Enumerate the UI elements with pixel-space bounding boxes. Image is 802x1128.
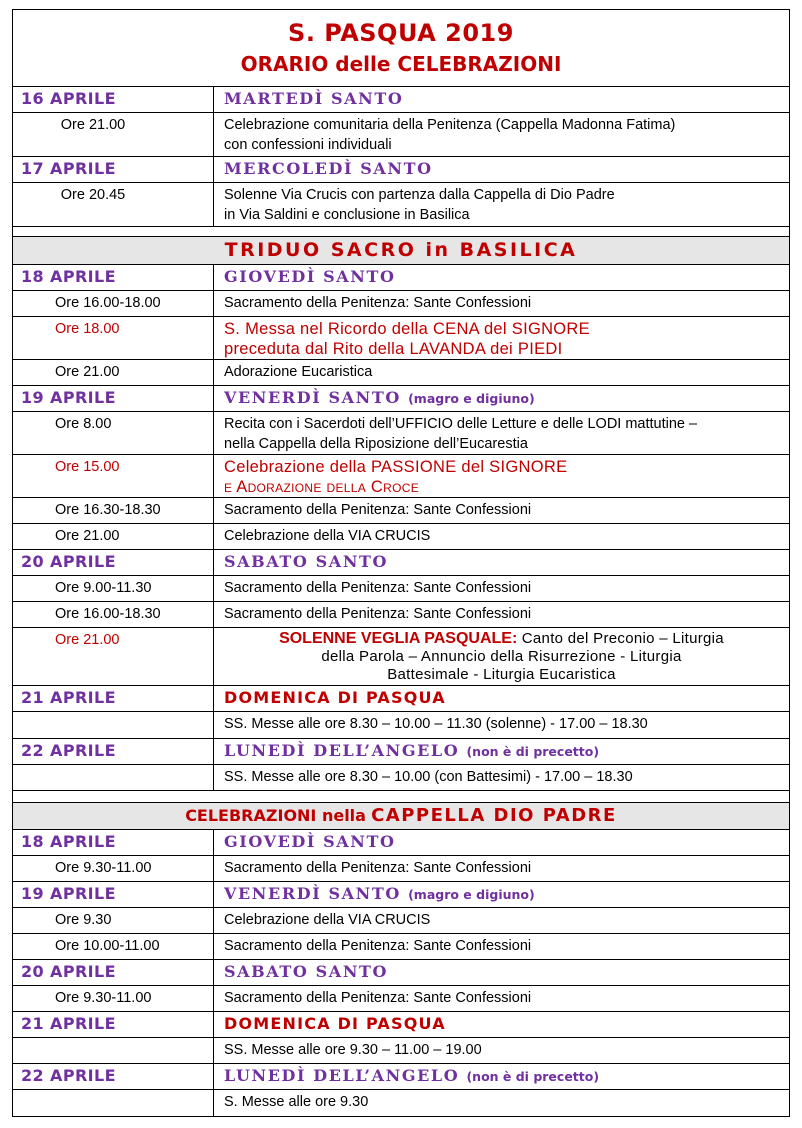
- day-date: 18 APRILE: [13, 830, 214, 856]
- event-time: Ore 15.00: [13, 455, 214, 498]
- event-time: Ore 9.30-11.00: [13, 986, 214, 1012]
- event-row: [13, 1090, 789, 1116]
- event-row: [13, 113, 789, 157]
- schedule-table: [13, 87, 789, 1116]
- event-row: [13, 412, 789, 455]
- day-date: 16 APRILE: [13, 87, 214, 113]
- event-time: Ore 18.00: [13, 317, 214, 360]
- event-text: Sacramento della Penitenza: Sante Confessioni: [214, 986, 790, 1012]
- day-name: SABATO SANTO: [214, 960, 790, 986]
- day-note: (non è di precetto): [466, 744, 600, 759]
- day-name: [214, 739, 790, 765]
- day-row: [13, 1012, 789, 1038]
- schedule-sheet: [12, 9, 790, 1117]
- page-subtitle: ORARIO delle CELEBRAZIONI: [240, 52, 562, 76]
- spacer: [13, 227, 789, 237]
- event-row: [13, 498, 789, 524]
- event-time: Ore 9.30-11.00: [13, 856, 214, 882]
- cappella-heading-part2: CAPPELLA DIO PADRE: [371, 805, 617, 826]
- event-text-line: Solenne Via Crucis con partenza dalla Cappella di Dio Padre: [224, 187, 615, 203]
- event-text-part: Canto del Preconio – Liturgia: [521, 630, 724, 647]
- event-text: Sacramento della Penitenza: Sante Confessioni: [214, 291, 790, 317]
- event-text: Adorazione Eucaristica: [214, 360, 790, 386]
- day-date: 18 APRILE: [13, 265, 214, 291]
- day-note: (non è di precetto): [466, 1069, 600, 1084]
- event-time: [13, 1038, 214, 1064]
- event-time: [13, 1090, 214, 1116]
- event-text: [214, 628, 790, 686]
- event-text: S. Messe alle ore 9.30: [214, 1090, 790, 1116]
- event-text-line: con confessioni individuali: [224, 137, 392, 153]
- section-band: [13, 237, 789, 265]
- day-name: MERCOLEDÌ SANTO: [214, 157, 790, 183]
- day-date: 22 APRILE: [13, 739, 214, 765]
- vigil-title: SOLENNE VEGLIA PASQUALE:: [279, 630, 518, 647]
- day-name: MARTEDÌ SANTO: [224, 89, 404, 108]
- event-text: [214, 113, 790, 157]
- event-text: Sacramento della Penitenza: Sante Confessioni: [214, 856, 790, 882]
- day-row: [13, 739, 789, 765]
- day-note: (magro e digiuno): [408, 391, 535, 406]
- event-row: [13, 908, 789, 934]
- event-text-line: Battesimale - Liturgia Eucaristica: [387, 666, 616, 683]
- day-row: [13, 960, 789, 986]
- event-time: Ore 20.45: [13, 183, 214, 227]
- event-row: [13, 712, 789, 739]
- event-row: [13, 576, 789, 602]
- event-text-line: in Via Saldini e conclusione in Basilica: [224, 207, 470, 223]
- day-row: [13, 265, 789, 291]
- day-row: [13, 830, 789, 856]
- event-time: Ore 16.30-18.30: [13, 498, 214, 524]
- event-text: Sacramento della Penitenza: Sante Confessioni: [214, 498, 790, 524]
- event-time: Ore 21.00: [13, 524, 214, 550]
- event-text: SS. Messe alle ore 8.30 – 10.00 – 11.30 (solenne) - 17.00 – 18.30: [214, 712, 790, 739]
- event-time: Ore 21.00: [13, 113, 214, 157]
- event-row: [13, 765, 789, 791]
- day-name-text: LUNEDÌ DELL’ANGELO: [224, 741, 460, 760]
- day-name: DOMENICA DI PASQUA: [214, 686, 790, 712]
- day-name: GIOVEDÌ SANTO: [224, 267, 396, 286]
- event-row: [13, 455, 789, 498]
- day-date: 22 APRILE: [13, 1064, 214, 1090]
- day-name: GIOVEDÌ SANTO: [224, 832, 396, 851]
- triduo-heading-text: TRIDUO SACRO in BASILICA: [224, 239, 578, 261]
- event-time: Ore 16.00-18.00: [13, 291, 214, 317]
- event-text-line: nella Cappella della Riposizione dell’Eucarestia: [224, 436, 528, 452]
- day-name-text: LUNEDÌ DELL’ANGELO: [224, 1066, 460, 1085]
- event-time: Ore 21.00: [13, 360, 214, 386]
- day-name-text: VENERDÌ SANTO: [224, 884, 401, 903]
- event-text-line: S. Messa nel Ricordo della CENA del SIGNORE: [224, 320, 590, 338]
- event-row: [13, 934, 789, 960]
- event-row: [13, 986, 789, 1012]
- event-text: Sacramento della Penitenza: Sante Confessioni: [214, 602, 790, 628]
- event-time: [13, 765, 214, 791]
- event-text: [214, 412, 790, 455]
- event-text: SS. Messe alle ore 8.30 – 10.00 (con Battesimi) - 17.00 – 18.30: [214, 765, 790, 791]
- event-row: [13, 1038, 789, 1064]
- event-time: [13, 712, 214, 739]
- day-row: [13, 686, 789, 712]
- day-name: [214, 1064, 790, 1090]
- cappella-heading-part1: CELEBRAZIONI nella: [185, 806, 366, 825]
- day-row: [13, 550, 789, 576]
- event-text-line: Celebrazione comunitaria della Penitenza (Cappella Madonna Fatima): [224, 117, 676, 133]
- event-time: Ore 9.00-11.30: [13, 576, 214, 602]
- event-time: Ore 9.30: [13, 908, 214, 934]
- page-title: S. PASQUA 2019: [288, 19, 514, 47]
- event-text: Sacramento della Penitenza: Sante Confessioni: [214, 934, 790, 960]
- day-date: 19 APRILE: [13, 882, 214, 908]
- day-note: (magro e digiuno): [408, 887, 535, 902]
- event-text-line: preceduta dal Rito della LAVANDA dei PIEDI: [224, 340, 563, 358]
- event-row: [13, 602, 789, 628]
- day-date: 20 APRILE: [13, 550, 214, 576]
- event-row: [13, 183, 789, 227]
- day-date: 21 APRILE: [13, 686, 214, 712]
- day-row: [13, 157, 789, 183]
- day-row: [13, 882, 789, 908]
- event-time: Ore 16.00-18.30: [13, 602, 214, 628]
- day-name-text: VENERDÌ SANTO: [224, 388, 401, 407]
- event-text-line: [218, 630, 785, 648]
- day-date: 17 APRILE: [13, 157, 214, 183]
- day-date: 21 APRILE: [13, 1012, 214, 1038]
- day-row: [13, 1064, 789, 1090]
- section-band: [13, 803, 789, 830]
- event-text: [214, 317, 790, 360]
- event-row: [13, 628, 789, 686]
- cappella-heading: [13, 803, 789, 830]
- day-name: [214, 386, 790, 412]
- spacer: [13, 791, 789, 803]
- event-row: [13, 360, 789, 386]
- event-text: Sacramento della Penitenza: Sante Confessioni: [214, 576, 790, 602]
- event-text: [214, 455, 790, 498]
- day-name: DOMENICA DI PASQUA: [214, 1012, 790, 1038]
- event-row: [13, 524, 789, 550]
- event-text-line: e Adorazione della Croce: [224, 478, 419, 496]
- event-row: [13, 317, 789, 360]
- event-text: Celebrazione della VIA CRUCIS: [214, 524, 790, 550]
- event-text: Celebrazione della VIA CRUCIS: [214, 908, 790, 934]
- event-text: [214, 183, 790, 227]
- triduo-heading: [13, 237, 789, 265]
- event-row: [13, 291, 789, 317]
- header: [13, 10, 789, 87]
- day-date: 19 APRILE: [13, 386, 214, 412]
- day-row: [13, 87, 789, 113]
- event-text-line: della Parola – Annuncio della Risurrezione - Liturgia: [321, 648, 682, 665]
- event-time: Ore 21.00: [13, 628, 214, 686]
- day-date: 20 APRILE: [13, 960, 214, 986]
- day-name: [214, 882, 790, 908]
- event-time: Ore 10.00-11.00: [13, 934, 214, 960]
- day-name: SABATO SANTO: [214, 550, 790, 576]
- day-row: [13, 386, 789, 412]
- event-time: Ore 8.00: [13, 412, 214, 455]
- event-row: [13, 856, 789, 882]
- event-text: SS. Messe alle ore 9.30 – 11.00 – 19.00: [214, 1038, 790, 1064]
- event-text-line: Recita con i Sacerdoti dell’UFFICIO delle Letture e delle LODI mattutine –: [224, 416, 698, 432]
- event-text-line: Celebrazione della PASSIONE del SIGNORE: [224, 458, 568, 476]
